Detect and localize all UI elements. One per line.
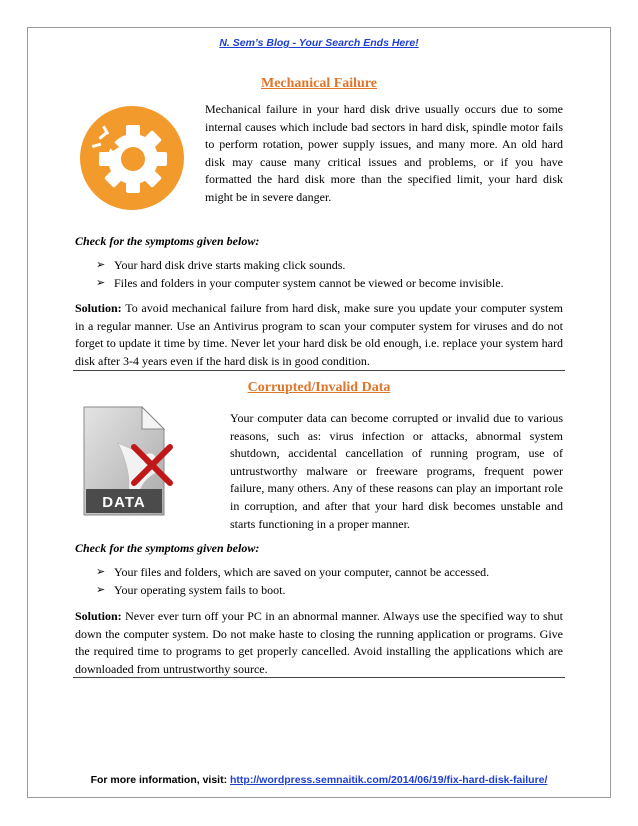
symptoms-heading: Check for the symptoms given below:: [75, 234, 260, 248]
arrow-bullet-icon: ➢: [96, 583, 106, 596]
symptom-list: [96, 564, 489, 599]
solution-paragraph: Solution: Never ever turn off your PC in an abnormal manner. Always use the specified way to shut down the computer system. Do not make haste to closing the running application or programs. Give the required time to programs to get properly cancelled. Avoid installing the applications which are downloaded from untrustworthy source.: [75, 609, 563, 676]
footer-link[interactable]: http://wordpress.semnaitik.com/2014/06/19/fix-hard-disk-failure/: [230, 774, 548, 786]
list-item: ➢ Files and folders in your computer system cannot be viewed or become invisible.: [96, 275, 504, 293]
list-item: ➢ Your files and folders, which are saved on your computer, cannot be accessed.: [96, 564, 489, 582]
symptom-list: [96, 257, 504, 292]
section-title-corrupted-data: Corrupted/Invalid Data: [247, 380, 391, 395]
section-title-mechanical-failure: Mechanical Failure: [261, 76, 377, 91]
gear-failure-icon: [78, 104, 186, 212]
blog-header-link[interactable]: N. Sem’s Blog - Your Search Ends Here!: [219, 37, 419, 49]
footer-prefix: For more information, visit:: [90, 774, 230, 786]
section-divider: [73, 370, 565, 371]
solution-paragraph: Solution: To avoid mechanical failure from hard disk, make sure you update your computer system in a regular manner. Use an Antivirus program to scan your computer system for viruses and do not forget to update it time by time. Never let your hard disk be old enough, i.e. replace your system hard disk after 3-4 years even if the hard disk is in good condition.: [75, 301, 563, 368]
corrupted-data-file-icon: [78, 403, 188, 521]
arrow-bullet-icon: ➢: [96, 259, 106, 271]
data-file-label: DATA: [102, 494, 146, 511]
list-item: ➢ Your hard disk drive starts making click sounds.: [96, 257, 504, 275]
footer: [0, 774, 638, 786]
section-body-corrupted-data: Your computer data can become corrupted or invalid due to various reasons, such as: virus infection or attacks, abnormal system shutdown, accidental cancellation of running program, use of untrustworthy malware or freeware programs, frequent power failure, many others. Any of these reasons can play an important role in corruption, and after that your hard disk becomes unstable and starts functioning in a proper manner.: [230, 411, 563, 531]
section-divider: [73, 677, 565, 678]
section-body-mechanical-failure: Mechanical failure in your hard disk drive usually occurs due to some internal causes which include bad sectors in hard disk, spindle motor fails to perform rotation, power supply issues, and many more. An old hard disk may cause many critical issues and problems, or if you have formatted the hard disk more than the specified limit, your hard disk might be in severe danger.: [205, 102, 563, 204]
symptoms-heading: Check for the symptoms given below:: [75, 541, 260, 555]
arrow-bullet-icon: ➢: [96, 566, 106, 578]
arrow-bullet-icon: ➢: [96, 276, 106, 289]
list-item: ➢ Your operating system fails to boot.: [96, 582, 489, 600]
